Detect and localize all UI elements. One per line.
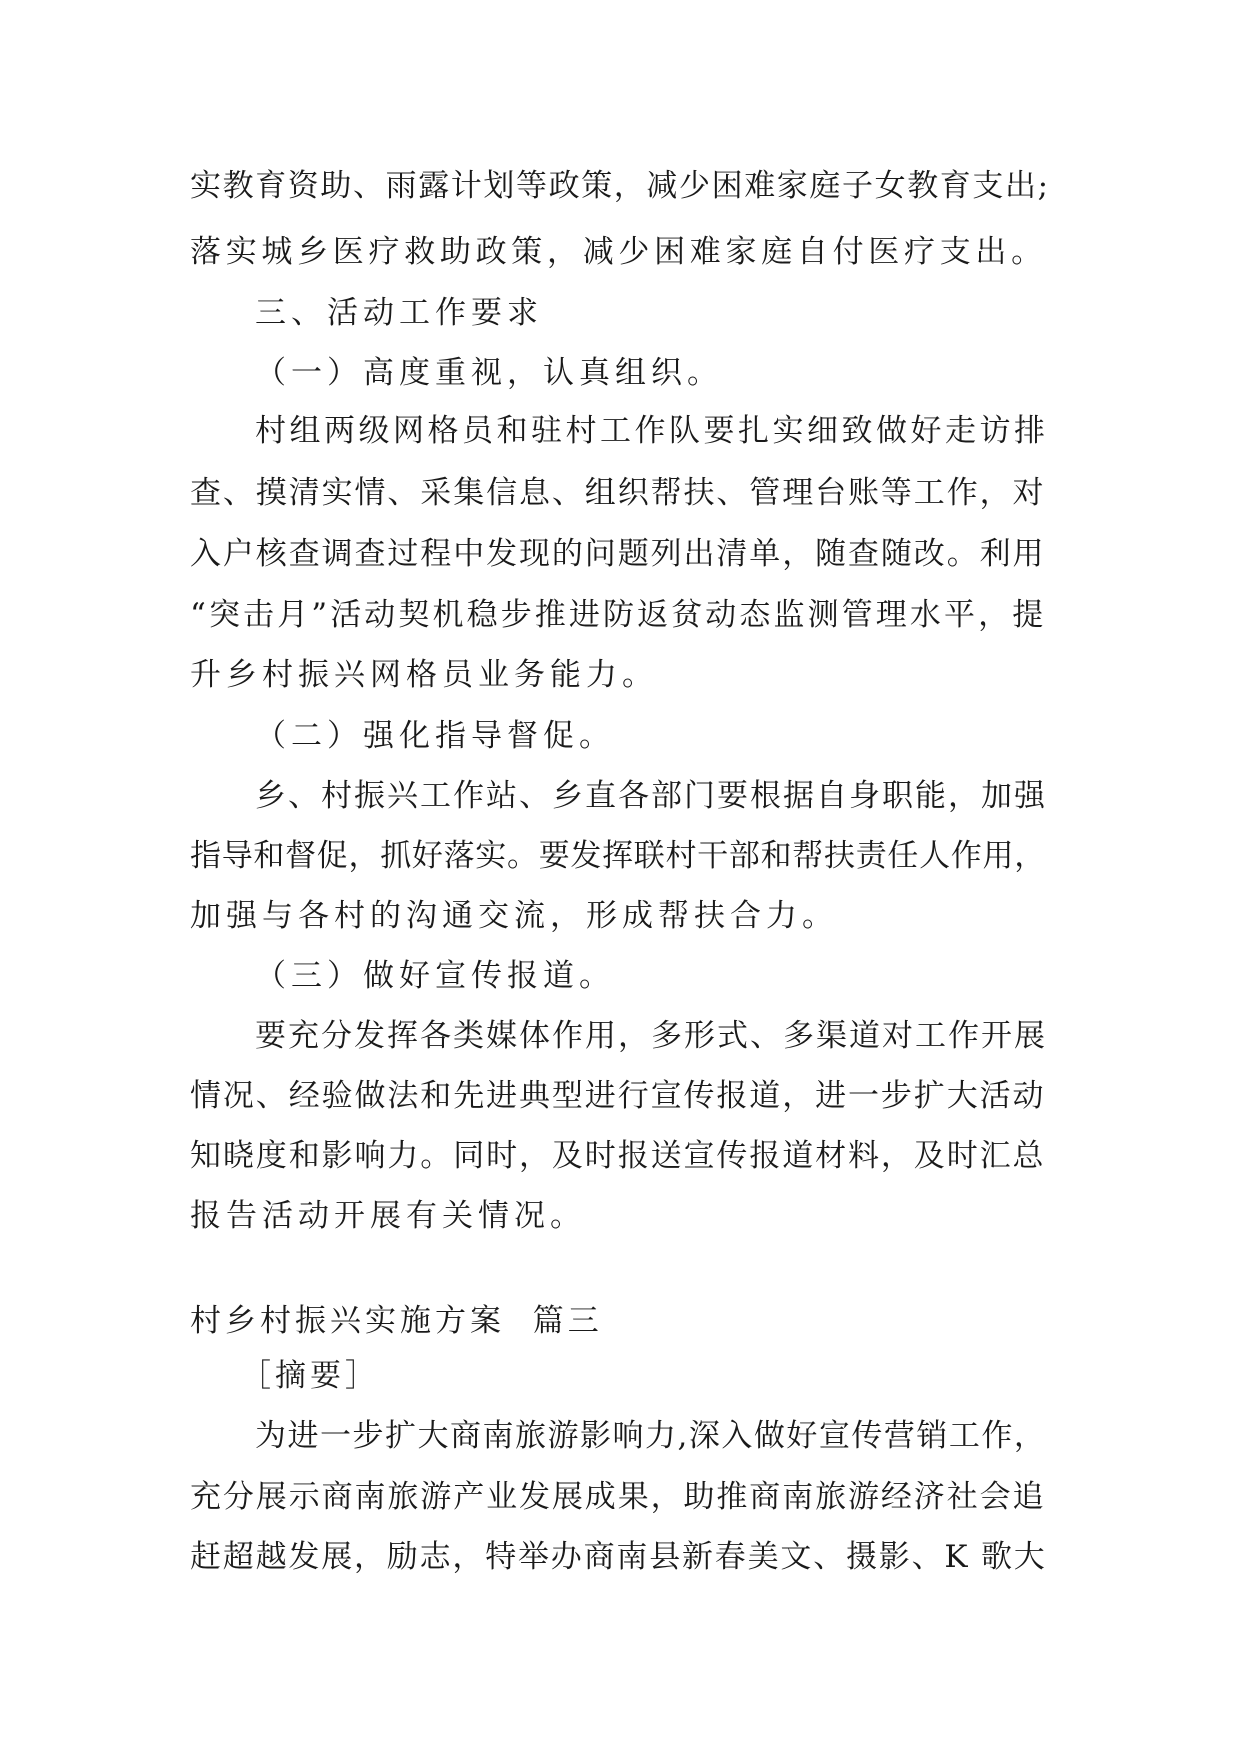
part-title: 村乡村振兴实施方案 篇三 — [190, 1303, 603, 1339]
body-line: 落实城乡医疗救助政策，减少困难家庭自付医疗支出。 — [190, 234, 1047, 270]
body-line: 实教育资助、雨露计划等政策，减少困难家庭子女教育支出; — [190, 168, 1050, 204]
body-line: 加强与各村的沟通交流，形成帮扶合力。 — [190, 898, 838, 934]
body-line: 情况、经验做法和先进典型进行宣传报道，进一步扩大活动 — [190, 1078, 1046, 1114]
body-line: 赶超越发展，励志，特举办商南县新春美文、摄影、K 歌大 — [190, 1539, 1047, 1575]
abstract-label: ［摘要］ — [240, 1358, 380, 1394]
body-line: 乡、村振兴工作站、乡直各部门要根据自身职能，加强 — [255, 778, 1047, 814]
subsection-heading: （二）强化指导督促。 — [255, 718, 615, 754]
body-line: 查、摸清实情、采集信息、组织帮扶、管理台账等工作，对 — [190, 475, 1046, 511]
body-line: 指导和督促，抓好落实。要发挥联村干部和帮扶责任人作用， — [190, 838, 1046, 874]
section-heading: 三、活动工作要求 — [255, 295, 543, 331]
body-line: 报告活动开展有关情况。 — [190, 1198, 586, 1234]
body-line: 充分展示商南旅游产业发展成果，助推商南旅游经济社会追 — [190, 1479, 1046, 1515]
body-line: 知晓度和影响力。同时，及时报送宣传报道材料，及时汇总 — [190, 1138, 1046, 1174]
body-line: “突击月”活动契机稳步推进防返贫动态监测管理水平，提 — [190, 597, 1047, 633]
body-line: 要充分发挥各类媒体作用，多形式、多渠道对工作开展 — [255, 1018, 1047, 1054]
body-line: 村组两级网格员和驻村工作队要扎实细致做好走访排 — [255, 413, 1049, 449]
subsection-heading: （三）做好宣传报道。 — [255, 958, 615, 994]
body-line: 入户核查调查过程中发现的问题列出清单，随查随改。利用 — [190, 536, 1046, 572]
subsection-heading: （一）高度重视，认真组织。 — [255, 355, 723, 391]
body-line: 为进一步扩大商南旅游影响力,深入做好宣传营销工作， — [255, 1418, 1047, 1454]
body-line: 升乡村振兴网格员业务能力。 — [190, 657, 658, 693]
